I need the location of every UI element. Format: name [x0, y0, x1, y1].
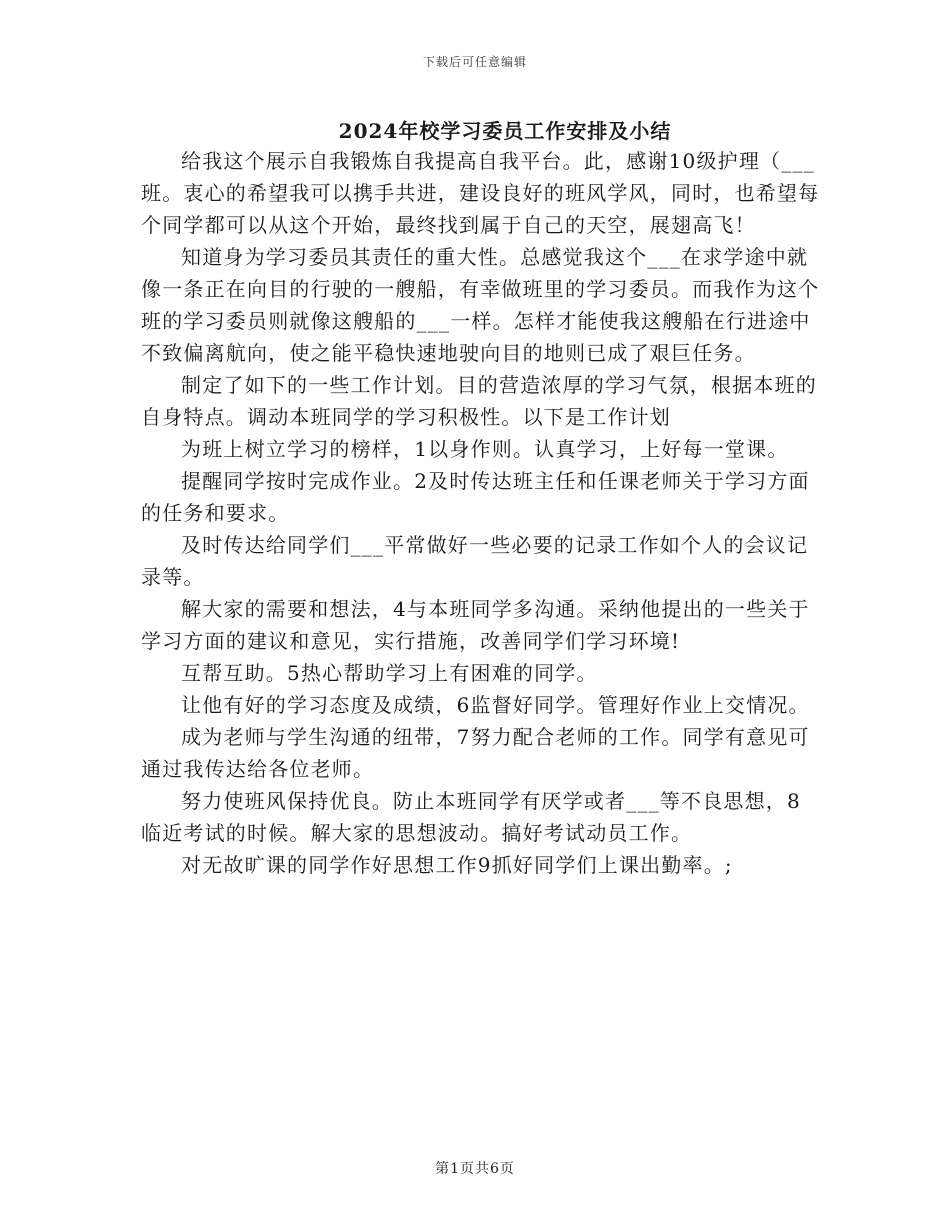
- paragraph: 努力使班风保持优良。防止本班同学有厌学或者___等不良思想，8临近考试的时候。解大家的思想波动。搞好考试动员工作。: [141, 789, 801, 845]
- paragraph: 对无故旷课的同学作好思想工作9抓好同学们上课出勤率。;: [181, 853, 733, 877]
- paragraph: 互帮互助。5热心帮助学习上有困难的同学。: [181, 661, 598, 685]
- document-title: 2024年校学习委员工作安排及小结: [338, 119, 672, 143]
- paragraph: 成为老师与学生沟通的纽带，7努力配合老师的工作。同学有意见可通过我传达给各位老师。: [141, 725, 810, 781]
- paragraph: 给我这个展示自我锻炼自我提高自我平台。此，感谢10级护理（___班。衷心的希望我可以携手共进，建设良好的班风学风，同时，也希望每个同学都可以从这个开始，最终找到属于自己的天空，展翅高飞！: [141, 149, 820, 237]
- document-body: [141, 145, 821, 881]
- paragraph: 制定了如下的一些工作计划。目的营造浓厚的学习气氛，根据本班的自身特点。调动本班同学的学习积极性。以下是工作计划: [141, 373, 817, 429]
- header-note: 下载后可任意编辑: [422, 55, 527, 69]
- paragraph: 解大家的需要和想法，4与本班同学多沟通。采纳他提出的一些关于学习方面的建议和意见，实行措施，改善同学们学习环境!: [141, 597, 810, 653]
- paragraph: 为班上树立学习的榜样，1以身作则。认真学习，上好每一堂课。: [181, 437, 789, 461]
- paragraph: 知道身为学习委员其责任的重大性。总感觉我这个___在求学途中就像一条正在向目的行驶的一艘船，有幸做班里的学习委员。而我作为这个班的学习委员则就像这艘船的___一样。怎样才能使我这艘船在行进途中不致偏离航向，使之能平稳快速地驶向目的地则已成了艰巨任务。: [141, 245, 820, 365]
- paragraph: 及时传达给同学们___平常做好一些必要的记录工作如个人的会议记录等。: [141, 533, 809, 589]
- paragraph: 让他有好的学习态度及成绩，6监督好同学。管理好作业上交情况。: [181, 693, 810, 717]
- paragraph: 提醒同学按时完成作业。2及时传达班主任和任课老师关于学习方面的任务和要求。: [141, 469, 810, 525]
- page-number: 第1页共6页: [435, 1161, 515, 1177]
